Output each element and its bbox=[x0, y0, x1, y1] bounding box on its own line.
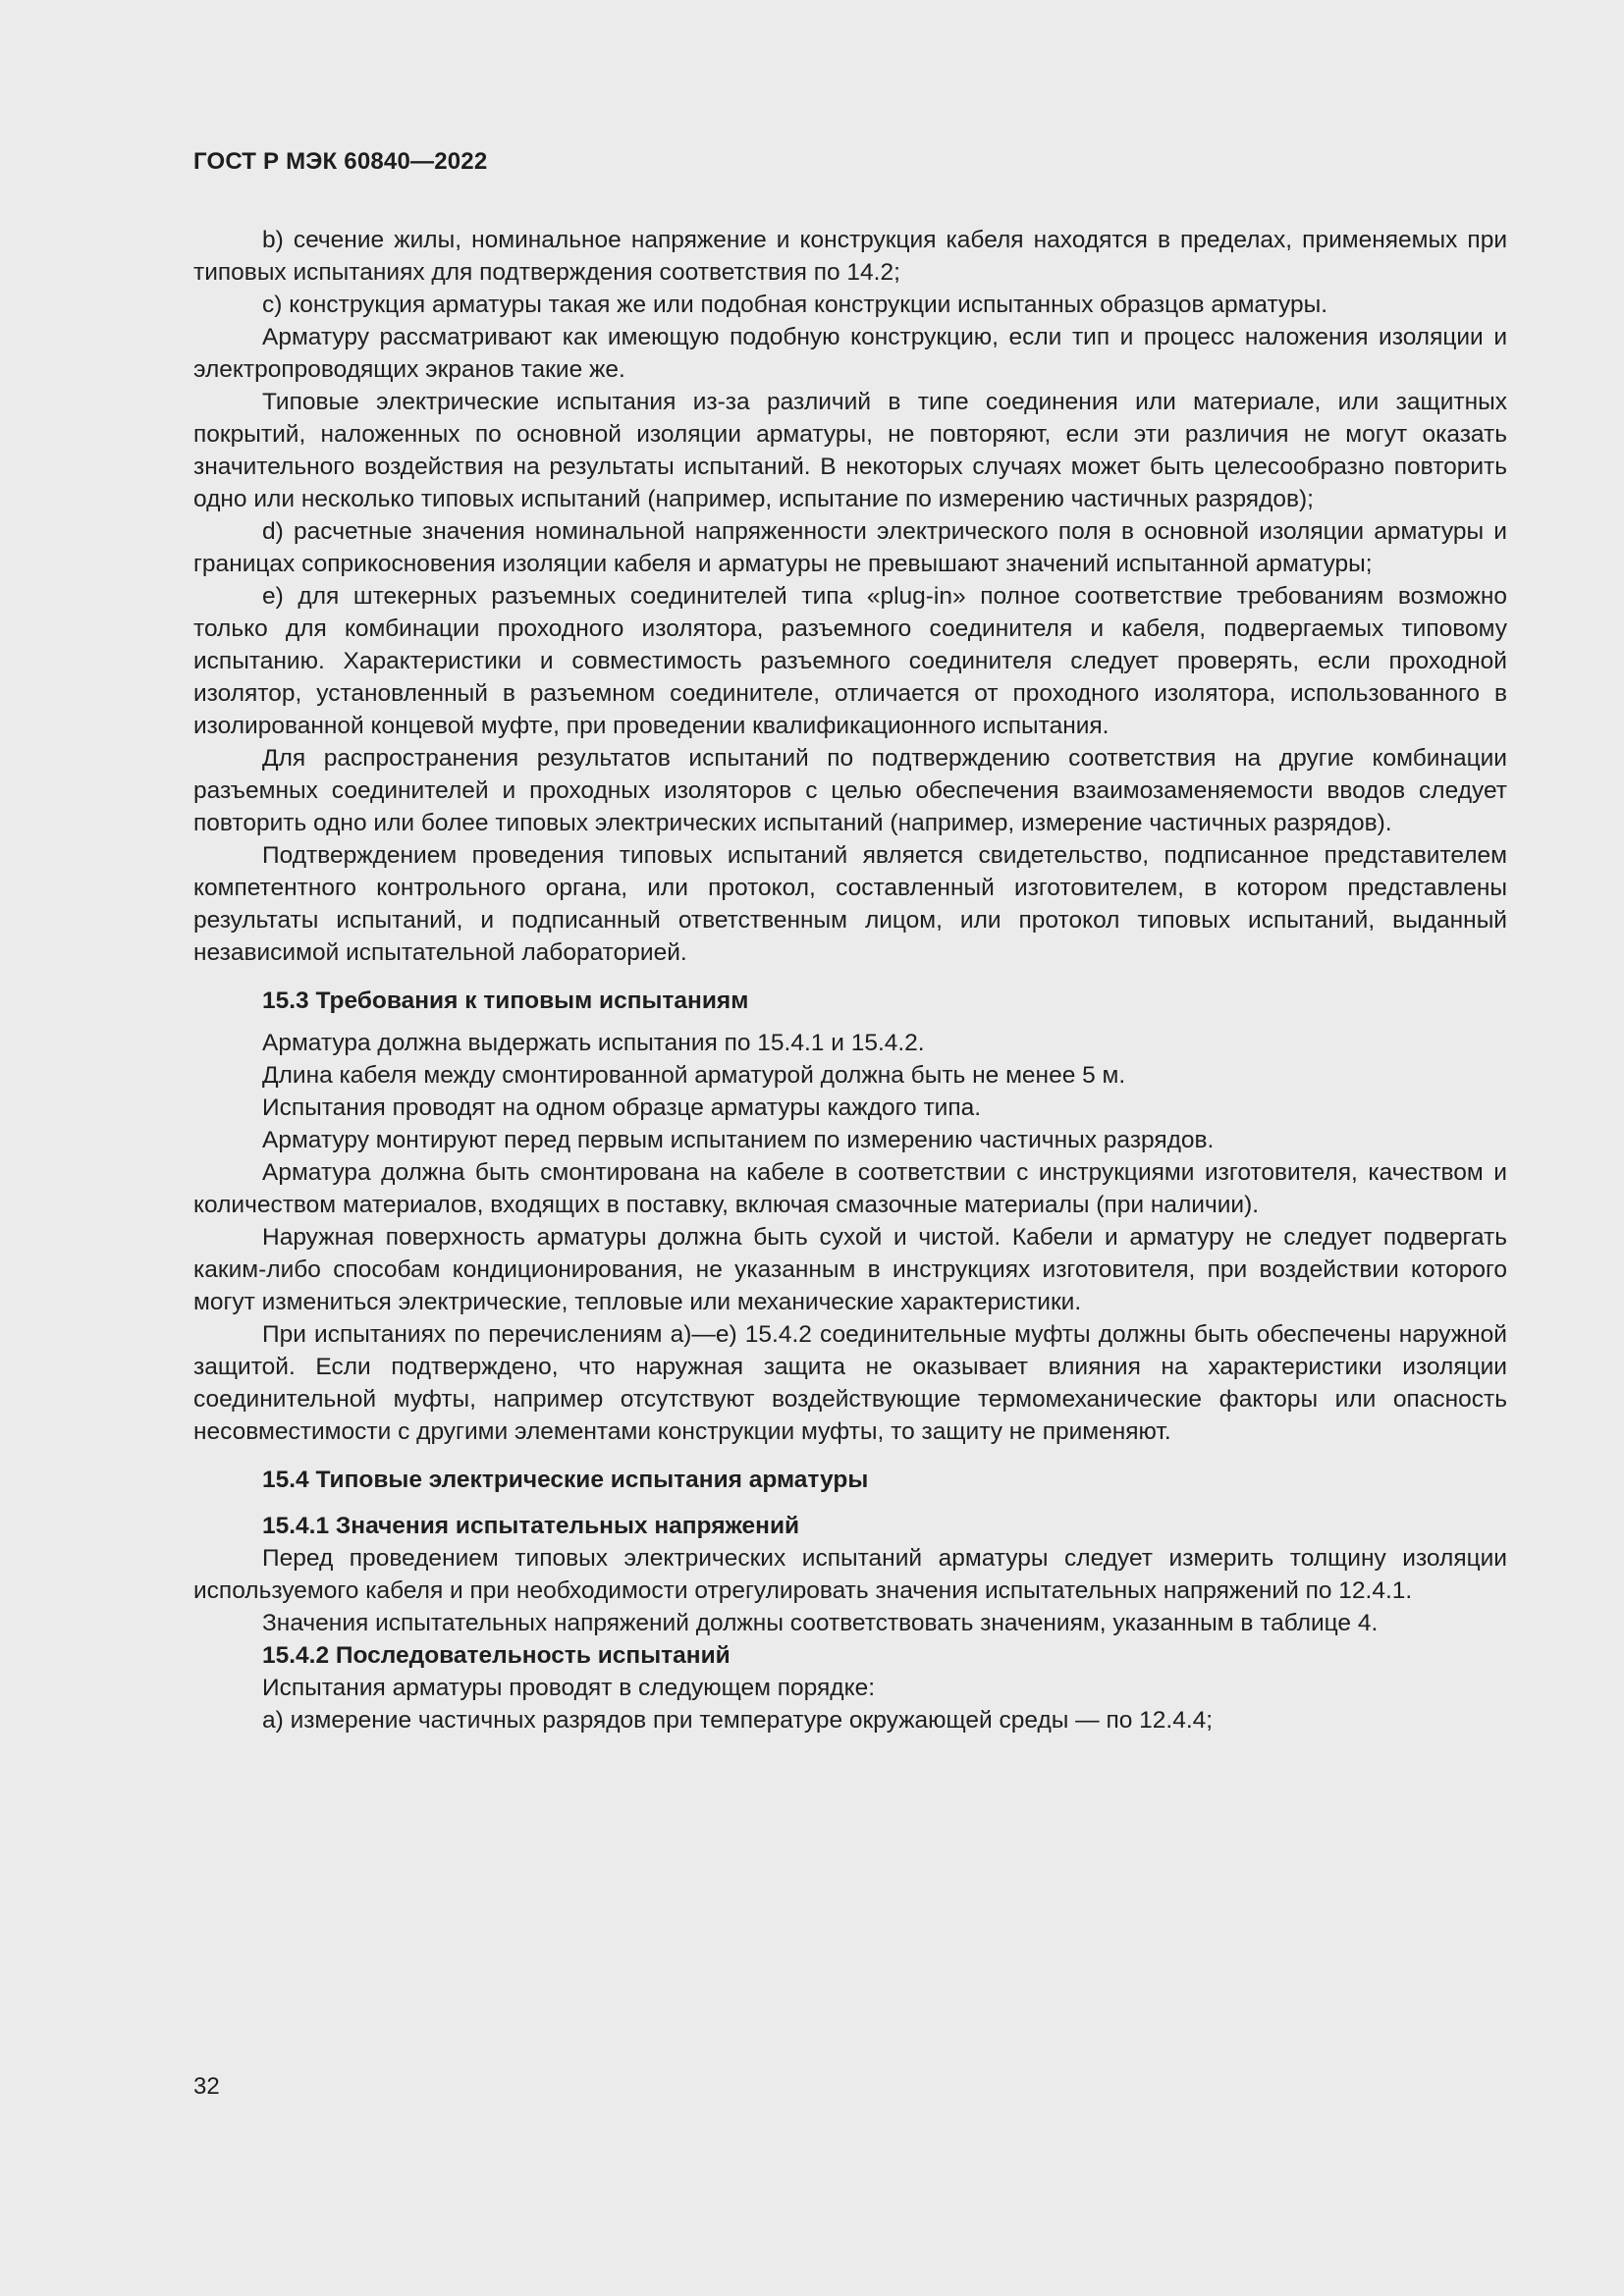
paragraph: Арматура должна выдержать испытания по 15.4.1 и 15.4.2. bbox=[262, 1030, 925, 1056]
section-heading-15-4: 15.4 Типовые электрические испытания арматуры bbox=[262, 1467, 869, 1493]
section-heading-15-4-2: 15.4.2 Последовательность испытаний bbox=[262, 1642, 731, 1669]
section-heading-15-3: 15.3 Требования к типовым испытаниям bbox=[262, 988, 749, 1014]
paragraph: Типовые электрические испытания из-за различий в типе соединения или материале, или защитных покрытий, наложенных по основной изоляции арматуры, не повторяют, если эти различия не могут оказать значительного воздействия на результаты испытаний. В некоторых случаях может быть целесообразно повторить одно или несколько типовых испытаний (например, испытание по измерению частичных разрядов); bbox=[193, 389, 1507, 512]
paragraph: Длина кабеля между смонтированной арматурой должна быть не менее 5 м. bbox=[262, 1062, 1126, 1089]
paragraph: а) измерение частичных разрядов при температуре окружающей среды — по 12.4.4; bbox=[262, 1707, 1214, 1734]
paragraph: При испытаниях по перечислениям а)—е) 15.4.2 соединительные муфты должны быть обеспечены наружной защитой. Если подтверждено, что наружная защита не оказывает влияния на характеристики изоляции соединительной муфты, например отсутствуют воздействующие термомеханические факторы или опасность несовместимости с другими элементами конструкции муфты, то защиту не применяют. bbox=[193, 1321, 1507, 1445]
paragraph: Значения испытательных напряжений должны соответствовать значениям, указанным в таблице 4. bbox=[262, 1610, 1379, 1636]
paragraph: Арматуру монтируют перед первым испытанием по измерению частичных разрядов. bbox=[262, 1127, 1215, 1153]
document-header: ГОСТ Р МЭК 60840—2022 bbox=[193, 148, 488, 175]
paragraph: Подтверждением проведения типовых испытаний является свидетельство, подписанное представителем компетентного контрольного органа, или протокол, составленный изготовителем, в котором представлены результаты испытаний, и подписанный ответственным лицом, или протокол типовых испытаний, выданный независимой испытательной лабораторией. bbox=[193, 842, 1507, 966]
page-number: 32 bbox=[193, 2073, 220, 2100]
paragraph: e) для штекерных разъемных соединителей типа «plug-in» полное соответствие требованиям возможно только для комбинации проходного изолятора, разъемного соединителя и кабеля, подвергаемых типовому испытанию. Характеристики и совместимость разъемного соединителя следует проверять, если проходной изолятор, установленный в разъемном соединителе, отличается от проходного изолятора, использованного в изолированной концевой муфте, при проведении квалификационного испытания. bbox=[193, 583, 1507, 739]
paragraph: Для распространения результатов испытаний по подтверждению соответствия на другие комбинации разъемных соединителей и проходных изоляторов с целью обеспечения взаимозаменяемости вводов следует повторить одно или более типовых электрических испытаний (например, измерение частичных разрядов). bbox=[193, 745, 1507, 836]
document-body bbox=[193, 224, 1507, 1736]
paragraph: b) сечение жилы, номинальное напряжение и конструкция кабеля находятся в пределах, применяемых при типовых испытаниях для подтверждения соответствия по 14.2; bbox=[193, 227, 1507, 286]
paragraph: Испытания проводят на одном образце арматуры каждого типа. bbox=[262, 1095, 982, 1121]
paragraph: Наружная поверхность арматуры должна быть сухой и чистой. Кабели и арматуру не следует подвергать каким-либо способам кондиционирования, не указанным в инструкциях изготовителя, при воздействии которого могут измениться электрические, тепловые или механические характеристики. bbox=[193, 1224, 1507, 1315]
paragraph: Перед проведением типовых электрических испытаний арматуры следует измерить толщину изоляции используемого кабеля и при необходимости отрегулировать значения испытательных напряжений по 12.4.1. bbox=[193, 1545, 1507, 1604]
paragraph: Арматуру рассматривают как имеющую подобную конструкцию, если тип и процесс наложения изоляции и электропроводящих экранов такие же. bbox=[193, 324, 1507, 383]
paragraph: d) расчетные значения номинальной напряженности электрического поля в основной изоляции арматуры и границах соприкосновения изоляции кабеля и арматуры не превышают значений испытанной арматуры; bbox=[193, 518, 1507, 577]
paragraph: Испытания арматуры проводят в следующем порядке: bbox=[262, 1675, 875, 1701]
paragraph: c) конструкция арматуры такая же или подобная конструкции испытанных образцов арматуры. bbox=[262, 292, 1328, 318]
paragraph: Арматура должна быть смонтирована на кабеле в соответствии с инструкциями изготовителя, качеством и количеством материалов, входящих в поставку, включая смазочные материалы (при наличии). bbox=[193, 1159, 1507, 1218]
section-heading-15-4-1: 15.4.1 Значения испытательных напряжений bbox=[262, 1513, 800, 1539]
